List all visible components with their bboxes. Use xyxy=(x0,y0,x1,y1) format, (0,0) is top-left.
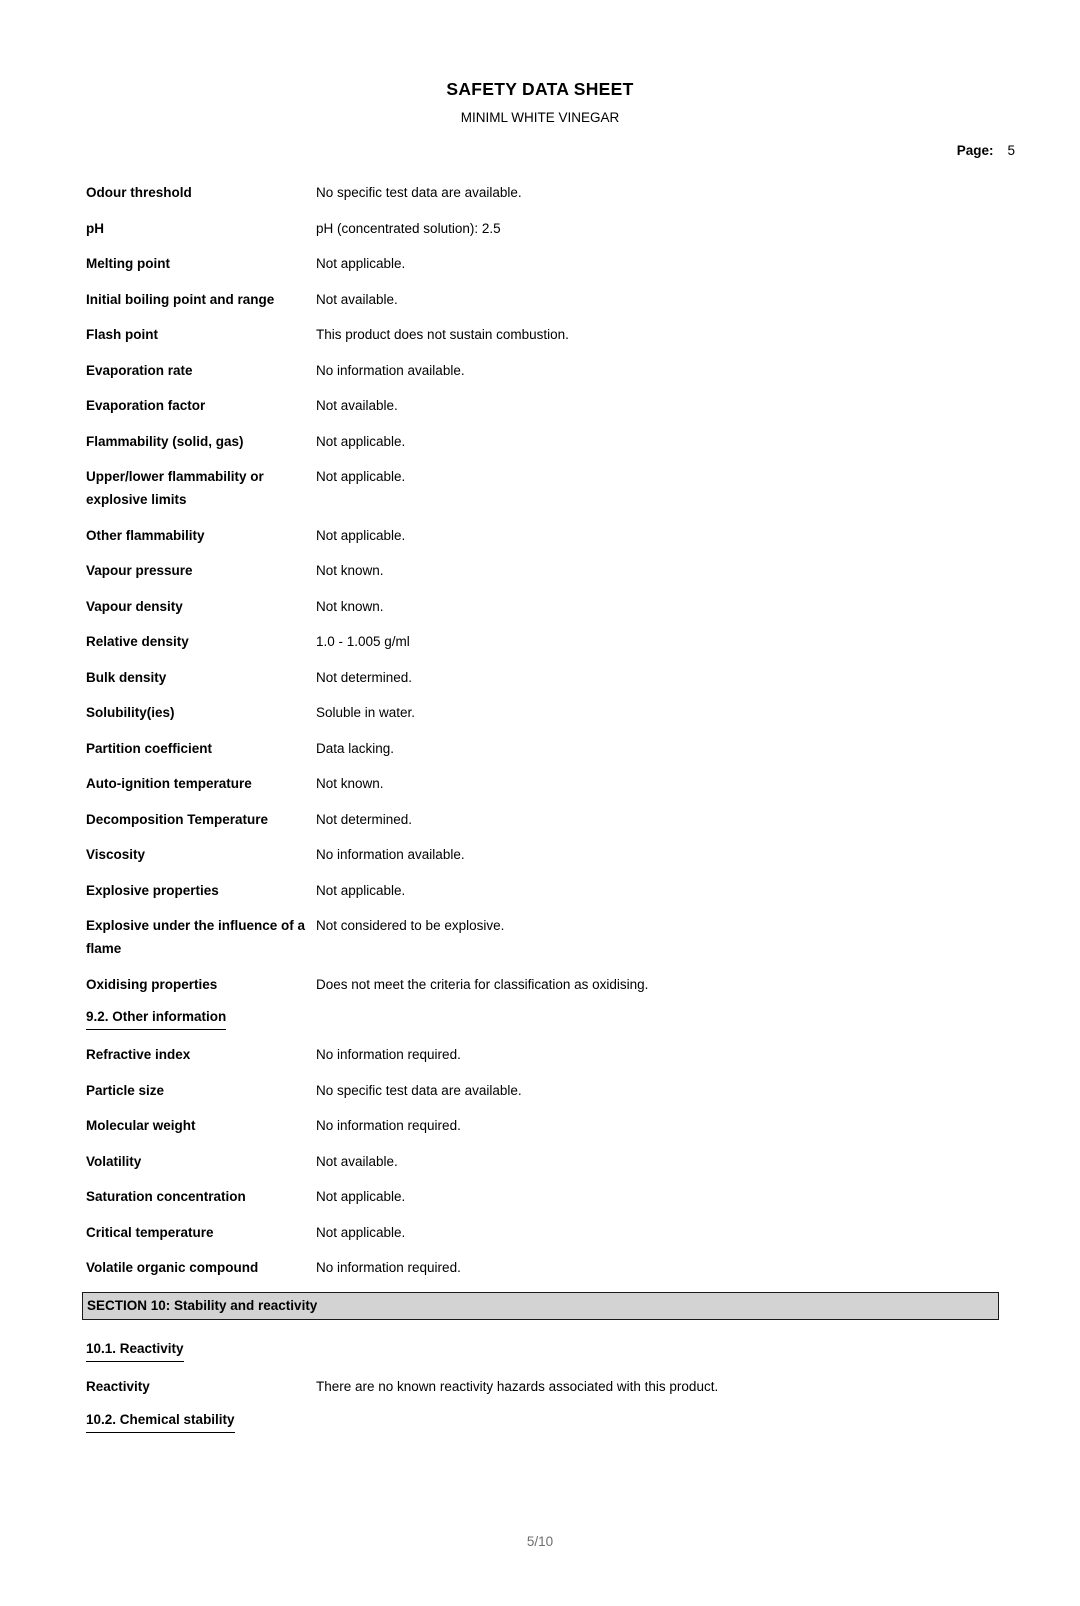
property-row xyxy=(86,359,999,382)
property-value: Not applicable. xyxy=(316,882,406,898)
property-row xyxy=(86,524,999,547)
property-row xyxy=(86,808,999,831)
property-value: No information available. xyxy=(316,362,465,378)
property-label: Upper/lower flammability or explosive limits xyxy=(86,469,264,507)
property-label: Other flammability xyxy=(86,527,205,543)
property-row xyxy=(86,843,999,866)
property-label: Partition coefficient xyxy=(86,740,213,756)
property-label: Volatile organic compound xyxy=(86,1260,259,1275)
property-value: Not available. xyxy=(316,398,398,413)
page-number: 5 xyxy=(1007,143,1015,158)
property-label: Solubility(ies) xyxy=(86,705,175,720)
property-label: Odour threshold xyxy=(86,185,192,200)
property-row xyxy=(86,1375,999,1398)
other-information-list xyxy=(86,1043,999,1279)
property-value: No information available. xyxy=(316,847,465,862)
property-label: Molecular weight xyxy=(86,1118,196,1133)
property-label: Critical temperature xyxy=(86,1224,214,1240)
property-value: Not applicable. xyxy=(316,256,406,271)
page-number-line xyxy=(0,142,1080,160)
heading-10-1-reactivity: 10.1. Reactivity xyxy=(86,1340,999,1362)
product-name: MINIML WHITE VINEGAR xyxy=(460,110,620,125)
property-value: No information required. xyxy=(316,1047,461,1062)
heading-9-2-other-information: 9.2. Other information xyxy=(86,1008,999,1030)
property-label: pH xyxy=(86,220,104,236)
property-row xyxy=(86,217,999,240)
property-label: Decomposition Temperature xyxy=(86,811,269,827)
property-value: No specific test data are available. xyxy=(316,185,522,200)
property-label: Refractive index xyxy=(86,1047,191,1062)
property-value: 1.0 - 1.005 g/ml xyxy=(316,634,410,649)
page-label: Page: xyxy=(956,143,994,158)
property-value: Not applicable. xyxy=(316,433,406,449)
reactivity-list xyxy=(86,1375,999,1398)
property-label: Vapour pressure xyxy=(86,563,193,578)
property-value: No information required. xyxy=(316,1118,461,1133)
property-value: Not known. xyxy=(316,776,384,791)
property-row xyxy=(86,701,999,724)
property-label: Volatility xyxy=(86,1153,142,1169)
property-row xyxy=(86,666,999,689)
property-row xyxy=(86,1185,999,1208)
property-row xyxy=(86,288,999,311)
property-row xyxy=(86,973,999,996)
property-row xyxy=(86,772,999,795)
property-row xyxy=(86,595,999,618)
property-row xyxy=(86,737,999,760)
property-label: Viscosity xyxy=(86,847,146,862)
property-row xyxy=(86,394,999,417)
property-label: Particle size xyxy=(86,1082,165,1098)
property-row xyxy=(86,430,999,453)
property-label: Flash point xyxy=(86,327,158,342)
property-label: Evaporation rate xyxy=(86,362,193,378)
property-row xyxy=(86,1221,999,1244)
property-row xyxy=(86,1256,999,1279)
property-value: Does not meet the criteria for classification as oxidising. xyxy=(316,976,649,992)
property-value: Not available. xyxy=(316,291,398,307)
property-label: Saturation concentration xyxy=(86,1189,246,1204)
section-10-header-bar: SECTION 10: Stability and reactivity xyxy=(82,1292,999,1320)
property-value: This product does not sustain combustion. xyxy=(316,327,569,342)
property-label: Vapour density xyxy=(86,598,183,614)
property-value: Not applicable. xyxy=(316,1189,406,1204)
property-row xyxy=(86,1150,999,1173)
property-value: Not determined. xyxy=(316,811,413,827)
heading-10-2-chemical-stability: 10.2. Chemical stability xyxy=(86,1411,999,1433)
property-value: No specific test data are available. xyxy=(316,1082,522,1098)
property-label: Auto-ignition temperature xyxy=(86,776,252,791)
property-value: Not applicable. xyxy=(316,469,406,484)
property-row xyxy=(86,252,999,275)
property-label: Evaporation factor xyxy=(86,398,206,413)
property-value: Not available. xyxy=(316,1153,398,1169)
footer-page-indicator: 5/10 xyxy=(526,1534,554,1549)
property-row xyxy=(86,465,999,511)
property-row xyxy=(86,1043,999,1066)
property-row xyxy=(86,879,999,902)
property-row xyxy=(86,181,999,204)
property-value: No information required. xyxy=(316,1260,461,1275)
property-value: Not applicable. xyxy=(316,527,406,543)
property-row xyxy=(86,323,999,346)
property-row xyxy=(86,1114,999,1137)
document-body xyxy=(0,181,1080,1433)
property-value: Not known. xyxy=(316,598,384,614)
property-label: Bulk density xyxy=(86,669,167,685)
property-row xyxy=(86,1079,999,1102)
property-value: There are no known reactivity hazards associated with this product. xyxy=(316,1379,719,1394)
property-label: Explosive under the influence of a flame xyxy=(86,918,306,956)
property-value: Not known. xyxy=(316,563,384,578)
property-value: Not applicable. xyxy=(316,1224,406,1240)
property-value: Data lacking. xyxy=(316,740,395,756)
property-value: Not determined. xyxy=(316,669,413,685)
property-label: Flammability (solid, gas) xyxy=(86,433,244,449)
safety-data-sheet-page xyxy=(0,78,1080,1606)
physical-properties-list xyxy=(86,181,999,996)
property-label: Explosive properties xyxy=(86,882,219,898)
property-value: Soluble in water. xyxy=(316,705,416,720)
property-row xyxy=(86,630,999,653)
property-value: Not considered to be explosive. xyxy=(316,918,505,933)
property-label: Melting point xyxy=(86,256,170,271)
property-label: Reactivity xyxy=(86,1379,150,1394)
property-value: pH (concentrated solution): 2.5 xyxy=(316,220,501,236)
property-label: Initial boiling point and range xyxy=(86,291,275,307)
property-label: Oxidising properties xyxy=(86,976,218,992)
property-row xyxy=(86,914,999,960)
property-row xyxy=(86,559,999,582)
document-title: SAFETY DATA SHEET xyxy=(446,79,634,99)
property-label: Relative density xyxy=(86,634,189,649)
